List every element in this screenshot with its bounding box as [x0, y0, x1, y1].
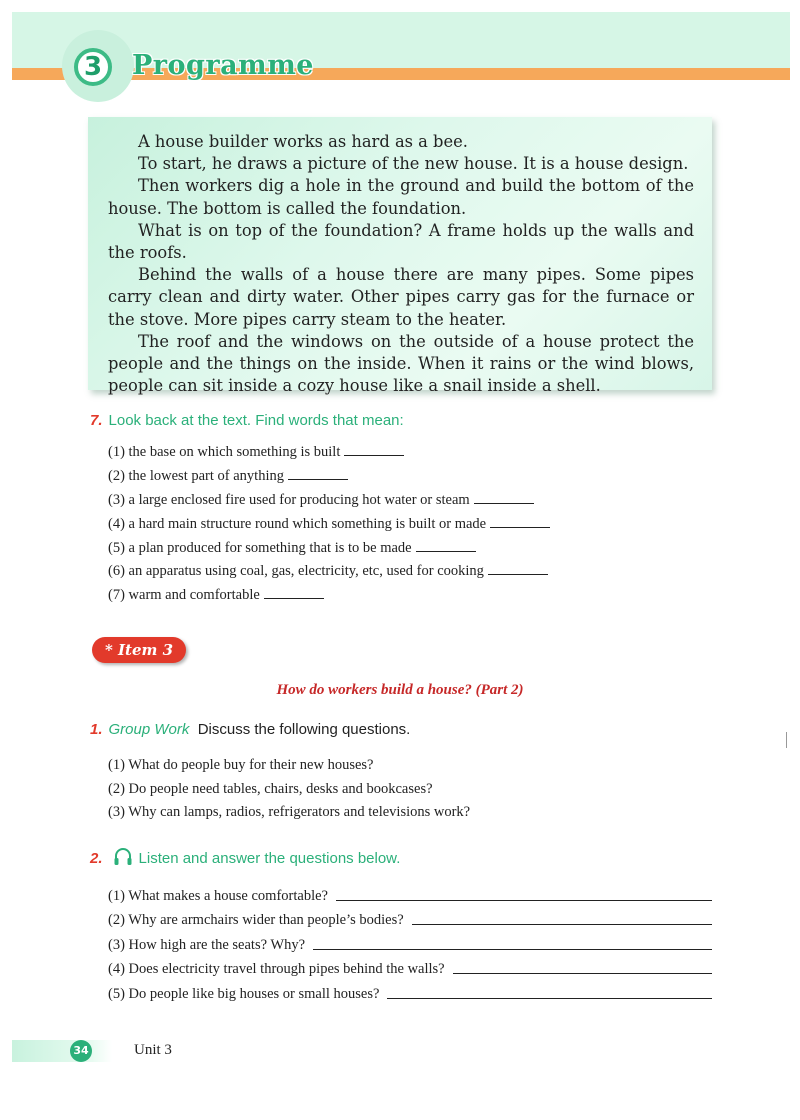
- exercise2-instruction: Listen and answer the questions below.: [138, 849, 401, 867]
- answer-blank[interactable]: [490, 514, 550, 528]
- item-text: (4) Does electricity travel through pipes behind the walls?: [108, 961, 445, 978]
- reading-paragraph: Then workers dig a hole in the ground and build the bottom of the house. The bottom is called the foundation.: [108, 176, 694, 218]
- answer-blank[interactable]: [288, 466, 348, 480]
- item-text: (1) What makes a house comfortable?: [108, 887, 328, 904]
- section-title: Programme: [132, 50, 314, 81]
- item-text: (1) the base on which something is built: [108, 444, 341, 460]
- answer-line[interactable]: [336, 900, 712, 901]
- list-item: [108, 880, 712, 905]
- list-item: [108, 929, 712, 954]
- exercise7-instruction: Look back at the text. Find words that mean:: [108, 412, 404, 429]
- item-subtitle: How do workers build a house? (Part 2): [276, 682, 524, 698]
- item-text: (7) warm and comfortable: [108, 587, 260, 604]
- reading-text: [108, 131, 694, 397]
- footer-band: [12, 1040, 112, 1062]
- exercise7-heading: [90, 412, 404, 429]
- headphones-icon: [113, 847, 133, 871]
- exercise1-number: 1.: [90, 721, 103, 738]
- list-item: [108, 466, 550, 490]
- answer-blank[interactable]: [264, 585, 324, 599]
- list-item: [108, 442, 550, 466]
- answer-line[interactable]: [313, 949, 712, 950]
- item-text: (6) an apparatus using coal, gas, electricity, etc, used for cooking: [108, 563, 484, 580]
- item-text: (5) a plan produced for something that is to be made: [108, 539, 412, 556]
- exercise7-list: [108, 442, 550, 609]
- item-text: (3) How high are the seats? Why?: [108, 936, 306, 953]
- group-work-label: Group Work: [108, 721, 190, 738]
- list-item: [108, 490, 550, 514]
- answer-blank[interactable]: [488, 561, 548, 575]
- list-item: (1) What do people buy for their new houses?: [108, 757, 374, 773]
- list-item: [108, 561, 550, 585]
- section-number-badge: 3: [74, 48, 112, 86]
- answer-line[interactable]: [453, 973, 712, 974]
- exercise1-instruction: Discuss the following questions.: [197, 721, 411, 738]
- exercise1-list: [108, 755, 470, 826]
- unit-label: Unit 3: [134, 1042, 172, 1058]
- page-number: 34: [70, 1040, 92, 1062]
- list-item: (2) Do people need tables, chairs, desks and bookcases?: [108, 780, 433, 797]
- item-text: (4) a hard main structure round which something is built or made: [108, 515, 487, 532]
- list-item: [108, 905, 712, 930]
- reading-paragraph: To start, he draws a picture of the new house. It is a house design.: [138, 154, 689, 174]
- list-item: (3) Why can lamps, radios, refrigerators and televisions work?: [108, 804, 471, 820]
- item-tag: * Item 3: [92, 637, 186, 663]
- exercise2-heading: [90, 847, 400, 871]
- item-text: (2) the lowest part of anything: [108, 467, 284, 484]
- list-item: [108, 954, 712, 979]
- answer-line[interactable]: [412, 924, 712, 925]
- reading-paragraph: A house builder works as hard as a bee.: [138, 132, 468, 151]
- reading-paragraph: What is on top of the foundation? A frame holds up the walls and the roofs.: [108, 220, 694, 263]
- list-item: [108, 585, 550, 609]
- reading-paragraph: The roof and the windows on the outside of a house protect the people and the things on the inside. When it rains or the wind blows, people can sit inside a cozy house like a snail inside a shell.: [108, 331, 694, 396]
- answer-blank[interactable]: [474, 490, 534, 504]
- answer-line[interactable]: [387, 998, 712, 999]
- item-text: (3) a large enclosed fire used for producing hot water or steam: [108, 491, 470, 508]
- item-text: (2) Why are armchairs wider than people’s bodies?: [108, 912, 404, 929]
- answer-blank[interactable]: [416, 538, 476, 552]
- list-item: [108, 538, 550, 562]
- margin-mark: [786, 732, 787, 748]
- item-text: (5) Do people like big houses or small houses?: [108, 985, 380, 1002]
- list-item: [108, 978, 712, 1003]
- reading-paragraph: Behind the walls of a house there are many pipes. Some pipes carry clean and dirty water. Other pipes carry gas for the furnace or the stove. More pipes carry steam to the heater.: [108, 265, 694, 329]
- answer-blank[interactable]: [344, 442, 404, 456]
- exercise7-number: 7.: [90, 412, 103, 429]
- exercise1-heading: [90, 721, 410, 738]
- exercise2-list: [108, 880, 712, 1003]
- exercise2-number: 2.: [90, 849, 103, 867]
- list-item: [108, 514, 550, 538]
